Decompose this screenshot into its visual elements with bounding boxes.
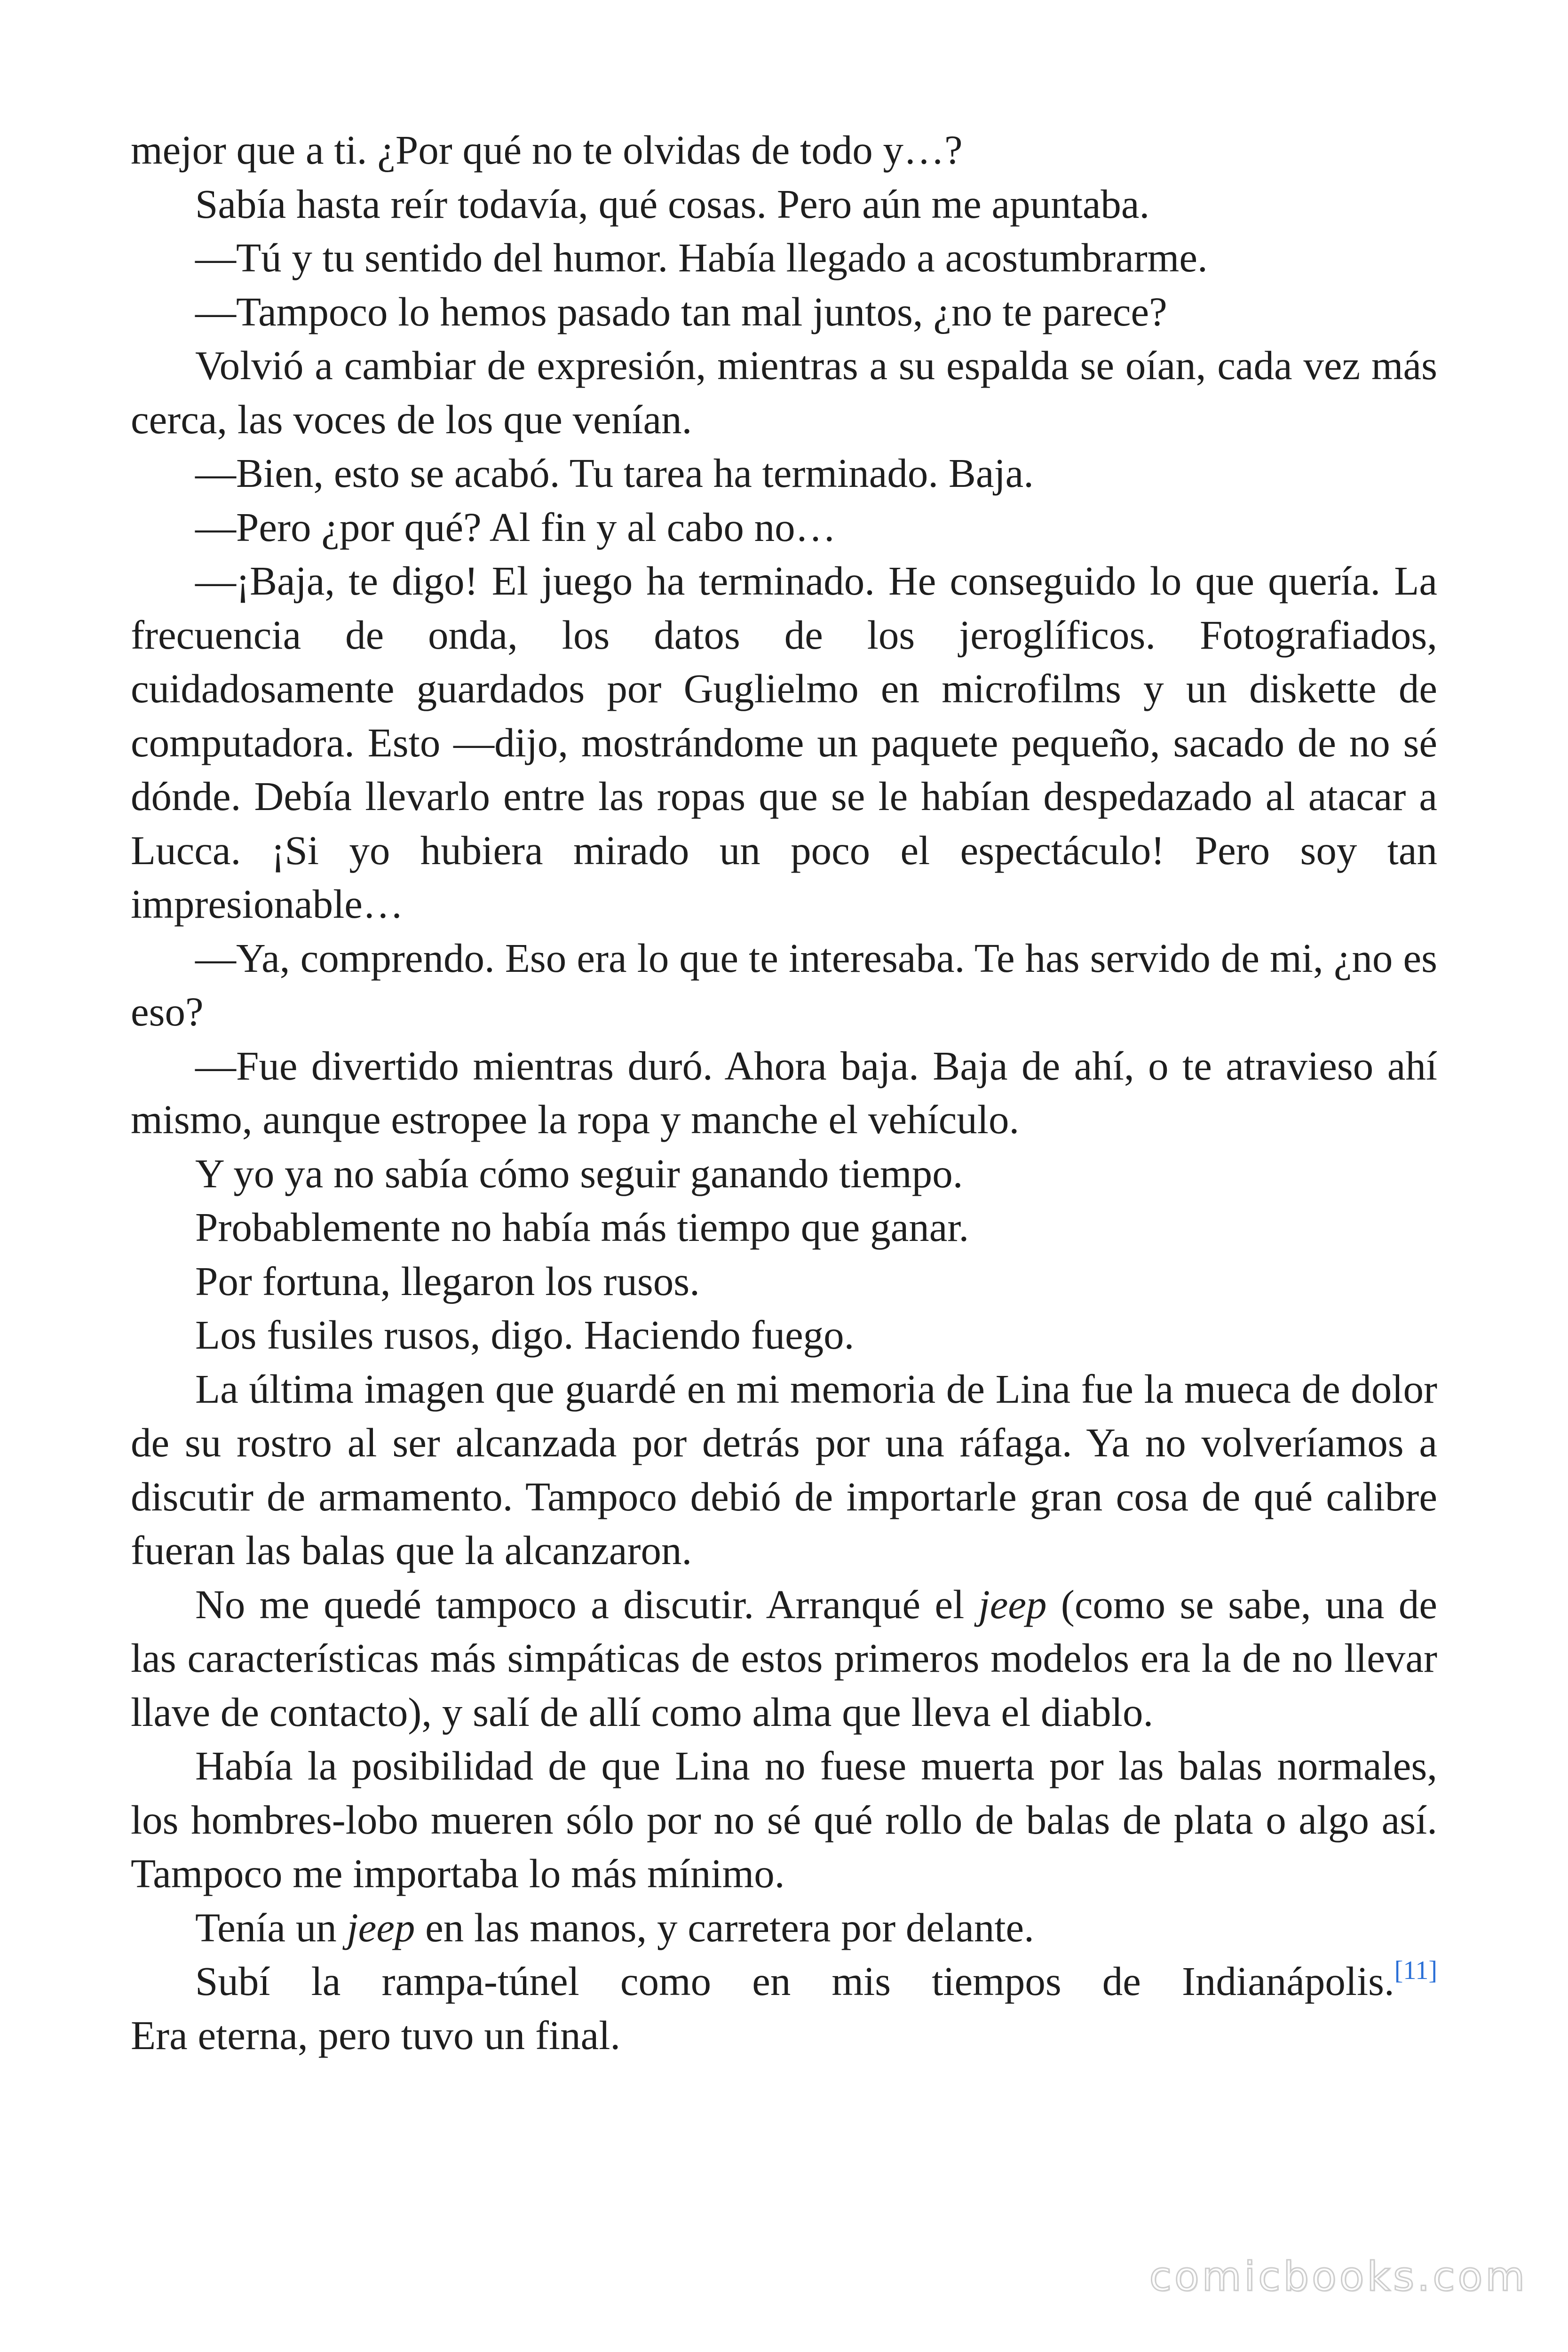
italic-word: jeep: [978, 1581, 1047, 1627]
paragraph: —¡Baja, te digo! El juego ha terminado. He conseguido lo que quería. La frecuencia de onda, los datos de los jeroglíficos. Fotografiados, cuidadosamente guardados por Guglielmo en microfilms y un diskette de computadora. Esto —dijo, mostrándome un paquete pequeño, sacado de no sé dónde. Debía llevarlo entre las ropas que se le habían despedazado al atacar a Lucca. ¡Si yo hubiera mirado un poco el espectáculo! Pero soy tan impresionable…: [131, 558, 1437, 927]
paragraph: —Bien, esto se acabó. Tu tarea ha terminado. Baja.: [195, 450, 1034, 496]
paragraph: —Pero ¿por qué? Al fin y al cabo no…: [195, 504, 836, 550]
paragraph: mejor que a ti. ¿Por qué no te olvidas de todo y…?: [131, 127, 963, 173]
paragraph-text: Tenía un: [195, 1904, 347, 1950]
watermark: comicbooks.com: [1149, 2253, 1528, 2300]
footnote-link[interactable]: [11]: [1394, 1956, 1437, 1985]
paragraph: Había la posibilidad de que Lina no fuese muerta por las balas normales, los hombres-lobo mueren sólo por no sé qué rollo de balas de plata o algo así. Tampoco me importaba lo más mínimo.: [131, 1743, 1437, 1896]
paragraph: [131, 1901, 1437, 1955]
paragraph: Probablemente no había más tiempo que ganar.: [195, 1204, 969, 1250]
paragraph: La última imagen que guardé en mi memoria de Lina fue la mueca de dolor de su rostro al ser alcanzada por detrás por una ráfaga. Ya no volveríamos a discutir de armamento. Tampoco debió de importarle gran cosa de qué calibre fueran las balas que la alcanzaron.: [131, 1366, 1437, 1573]
paragraph: Por fortuna, llegaron los rusos.: [195, 1258, 700, 1304]
paragraph: —Ya, comprendo. Eso era lo que te interesaba. Te has servido de mi, ¿no es eso?: [131, 935, 1437, 1034]
page-text: [131, 123, 1437, 2062]
paragraph: Era eterna, pero tuvo un final.: [131, 2012, 621, 2058]
paragraph: Volvió a cambiar de expresión, mientras a su espalda se oían, cada vez más cerca, las voces de los que venían.: [131, 342, 1437, 442]
paragraph: —Tú y tu sentido del humor. Había llegado a acostumbrarme.: [195, 235, 1208, 280]
paragraph: [131, 1578, 1437, 1740]
paragraph-text: Subí la rampa-túnel como en mis tiempos de Indianápolis.: [195, 1958, 1394, 2004]
paragraph: —Fue divertido mientras duró. Ahora baja. Baja de ahí, o te atravieso ahí mismo, aunque estropee la ropa y manche el vehículo.: [131, 1042, 1437, 1142]
italic-word: jeep: [347, 1904, 415, 1950]
paragraph: [131, 1955, 1437, 2009]
paragraph: Y yo ya no sabía cómo seguir ganando tiempo.: [195, 1150, 963, 1196]
paragraph: Los fusiles rusos, digo. Haciendo fuego.: [195, 1312, 855, 1358]
paragraph: —Tampoco lo hemos pasado tan mal juntos, ¿no te parece?: [195, 288, 1167, 334]
paragraph: Sabía hasta reír todavía, qué cosas. Pero aún me apuntaba.: [195, 181, 1150, 227]
paragraph-text: en las manos, y carretera por delante.: [415, 1904, 1034, 1950]
paragraph-text: No me quedé tampoco a discutir. Arranqué el: [195, 1581, 979, 1627]
paragraph-text: (como se sabe, una de las características más simpáticas de estos primeros modelos era la de no llevar llave de contacto), y salí de allí como alma que lleva el diablo.: [131, 1581, 1437, 1735]
